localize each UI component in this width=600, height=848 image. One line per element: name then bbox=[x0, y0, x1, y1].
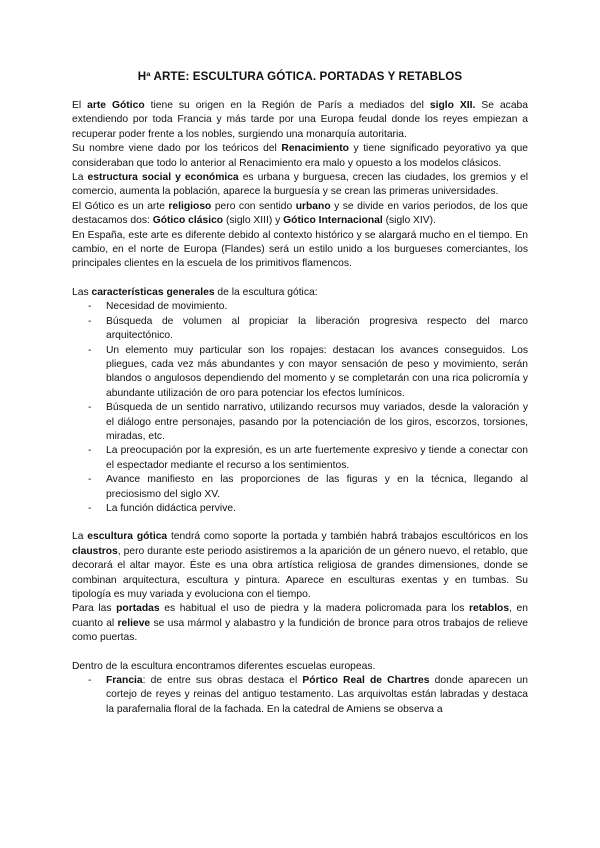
text-run: se usa mármol y alabastro y la fundición de bronce para otros trabajos de relieve como puertas. bbox=[72, 617, 528, 644]
text-run: , en cuanto al bbox=[72, 603, 528, 629]
bold-term: Gótico Internacional bbox=[283, 215, 383, 227]
list-item bbox=[106, 674, 528, 717]
text-run: tiene su origen en la Región de París a mediados del bbox=[144, 100, 430, 111]
text-run: Búsqueda de volumen al propiciar la liberación progresiva respecto del marco arquitectónico. bbox=[106, 315, 528, 342]
intro-paragraph bbox=[72, 142, 528, 171]
bold-term: Francia bbox=[106, 675, 143, 687]
list-item bbox=[106, 473, 528, 502]
bold-term: escultura gótica bbox=[87, 531, 168, 543]
text-run: Avance manifiesto en las proporciones de las figuras y en la técnica, llegando al preciosismo del siglo XV. bbox=[106, 474, 528, 500]
text-run: Dentro de la escultura encontramos diferentes escuelas europeas. bbox=[72, 660, 376, 672]
text-run: : de entre sus obras destaca el bbox=[142, 675, 303, 687]
bold-term: Pórtico Real de Chartres bbox=[302, 675, 430, 687]
text-run: Un elemento muy particular son los ropajes: destacan los avances conseguidos. Los pliegues, cada vez más abundantes y con mayor sensación de peso y movimiento, serán blandos o angulosos dependiendo del momento y se completarán con una rica policromía y abundante utilización de oro para potenciar los efectos lumínicos. bbox=[106, 344, 528, 399]
text-run: es urbana y burguesa, crecen las ciudades, los gremios y el comercio, aumenta la población, aparece la burguesía y se crean las primeras universidades. bbox=[72, 172, 528, 198]
text-run: Las bbox=[72, 286, 92, 298]
bold-term: estructura social y económica bbox=[87, 172, 239, 184]
text-run: La bbox=[72, 172, 88, 184]
schools-list bbox=[72, 674, 528, 717]
text-run: , pero durante este periodo asistiremos a la aparición de un género nuevo, el retablo, que decorará el altar mayor. Éste es una obra artística religiosa de grandes dimensiones, donde se combinan arquitectura, escultura y pintura. Aparece en esculturas exentas y en tumbas. Su tipología es muy variada y evoluciona con el tiempo. bbox=[72, 545, 528, 600]
text-run: y tiene significado peyorativo ya que consideraban que todo lo anterior al Renacimiento era malo y opuesto a los modelos clásicos. bbox=[72, 143, 528, 169]
text-run: pero con sentido bbox=[211, 200, 296, 212]
schools-lead bbox=[72, 660, 528, 674]
schools-section bbox=[72, 660, 528, 718]
bold-term: Gótico clásico bbox=[152, 215, 224, 227]
text-run: (siglo XIII) y bbox=[223, 215, 284, 227]
document-page bbox=[72, 70, 528, 717]
list-item bbox=[106, 401, 528, 444]
characteristics-section bbox=[72, 286, 528, 517]
text-run: El Gótico es un arte bbox=[72, 200, 169, 212]
bold-term: Renacimiento bbox=[281, 143, 349, 155]
bold-term: portadas bbox=[116, 603, 160, 615]
characteristics-list bbox=[72, 300, 528, 516]
intro-section bbox=[72, 99, 528, 272]
text-run: es habitual el uso de piedra y la madera policromada para los bbox=[159, 603, 470, 615]
list-item bbox=[106, 315, 528, 344]
text-run: (siglo XIV). bbox=[382, 215, 436, 227]
bold-term: urbano bbox=[295, 200, 331, 212]
text-run: Se acaba extendiendo por toda Francia y más tarde por una Europa feudal donde los reyes empiezan a recuperar poder frente a los nobles, surgiendo una monarquía autoritaria. bbox=[72, 100, 529, 140]
bold-term: claustros bbox=[72, 545, 118, 557]
text-run: y se divide en varios periodos, de los que destacamos dos: bbox=[72, 200, 529, 227]
text-run: de la escultura gótica: bbox=[214, 286, 318, 298]
text-run: donde aparecen un cortejo de reyes y reinas del antiguo testamento. Las arquivoltas están labradas y destaca la parafernalia floral de la fachada. En la catedral de Amiens se observa a bbox=[106, 675, 529, 715]
bold-term: relieve bbox=[117, 617, 151, 629]
bold-term: retablos bbox=[469, 603, 510, 615]
intro-paragraph bbox=[72, 171, 528, 200]
text-run: La bbox=[72, 531, 88, 543]
sculpture-paragraph bbox=[72, 530, 528, 602]
list-item bbox=[106, 344, 528, 402]
text-run: Su nombre viene dado por los teóricos del bbox=[72, 143, 282, 155]
document-title: Hª ARTE: ESCULTURA GÓTICA. PORTADAS Y RETABLOS bbox=[137, 70, 463, 83]
sculpture-paragraph bbox=[72, 602, 528, 645]
bold-term: arte Gótico bbox=[87, 100, 145, 111]
text-run: Para las bbox=[72, 603, 117, 615]
bold-term: características generales bbox=[91, 286, 215, 298]
intro-paragraph bbox=[72, 200, 528, 229]
sculpture-section bbox=[72, 530, 528, 645]
list-item bbox=[106, 300, 528, 314]
text-run: La preocupación por la expresión, es un arte fuertemente expresivo y tiende a conectar con el espectador mediante el recurso a los sentimientos. bbox=[106, 445, 528, 471]
text-run: Necesidad de movimiento. bbox=[106, 301, 228, 313]
intro-paragraph bbox=[72, 99, 528, 142]
text-run: La función didáctica pervive. bbox=[106, 502, 236, 514]
bold-term: siglo XII. bbox=[429, 100, 476, 111]
text-run: En España, este arte es diferente debido al contexto histórico y se alargará mucho en el tiempo. En cambio, en el norte de Europa (Flandes) será un estilo unido a los burgueses comerciantes, los principales clientes en la escuela de los primitivos flamencos. bbox=[72, 229, 528, 270]
list-item bbox=[106, 502, 528, 516]
list-item bbox=[106, 444, 528, 473]
text-run: Búsqueda de un sentido narrativo, utilizando recursos muy variados, desde la valoración y el diálogo entre personajes, pasando por la potenciación de los giros, escorzos, torsiones, miradas, etc. bbox=[106, 402, 528, 442]
characteristics-lead bbox=[72, 286, 528, 300]
intro-paragraph bbox=[72, 229, 528, 272]
text-run: El bbox=[72, 100, 88, 111]
text-run: tendrá como soporte la portada y también habrá trabajos escultóricos en los bbox=[167, 531, 529, 543]
bold-term: religioso bbox=[168, 200, 212, 212]
